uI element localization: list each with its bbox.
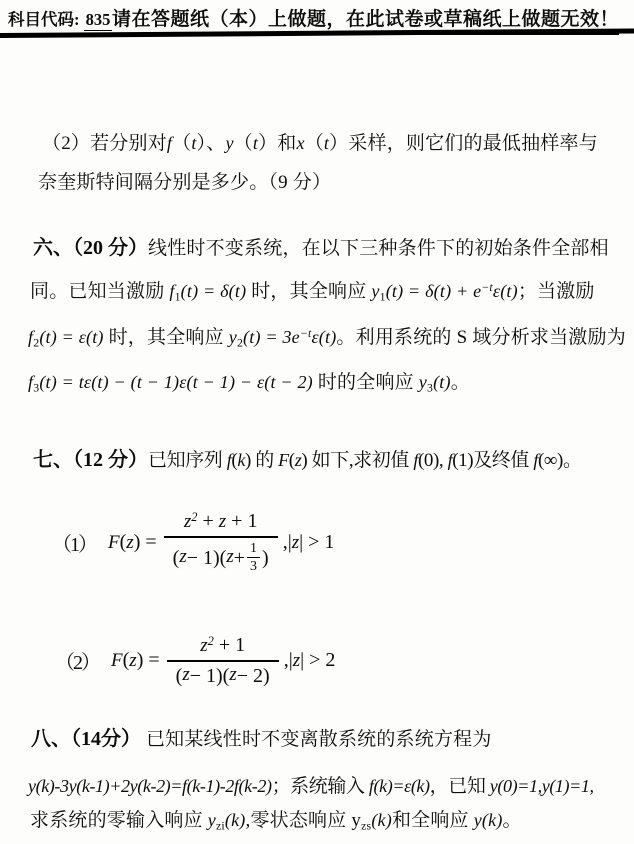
- question5-part2-line1: （2）若分别对f（t）、y（t）和x（t）采样，则它们的最低抽样率与: [42, 133, 598, 154]
- formula-2-roc-condition: ,|z| > 2: [283, 648, 336, 671]
- question6-line3: $f_2(t) = \varepsilon(t)$ 时，其全响应 $y_2(t) = 3e^{-t}\varepsilon(t)$。利用系统的 S 域分析求当激励为: [28, 327, 626, 350]
- question6-line2: 同。已知当激励 $f_1(t) = \delta(t)$ 时，其全响应 $y_1(t) = \delta(t) + e^{-t}\varepsilon(t)$；当激励: [30, 281, 595, 304]
- formula-2-numerator: $z^2 + 1$: [200, 633, 246, 656]
- formula-1-denominator: ( z − 1)( z + $\frac{1}{3}$ ): [164, 536, 278, 575]
- formula-1: [52, 510, 334, 575]
- question8-line3: 求系统的零输入响应 $y_{zi}(k)$,零状态响应 $y_{zs}(k)$和全响应 y(k)。: [30, 810, 522, 833]
- question6-line1: 六、（20 分）线性时不变系统，在以下三种条件下的初始条件全部相: [33, 237, 609, 259]
- formula-2-fraction: [167, 634, 279, 687]
- formula-1-roc-condition: ,|z| > 1: [282, 530, 335, 553]
- subject-code-label: [8, 6, 112, 30]
- formula-1-fraction: [164, 510, 278, 575]
- formula-2-label: （2）: [55, 651, 99, 674]
- question8-line1: 八、（14分） 已知某线性时不变离散系统的系统方程为: [31, 728, 492, 750]
- formula-1-numerator: $z^2 + z + 1$: [183, 509, 258, 532]
- formula-2-lhs: F(z) =: [111, 648, 160, 671]
- question8-equation-line: y(k)-3y(k-1)+2y(k-2)=f(k-1)-2f(k-2)；系统输入 f(k)=ε(k)，已知 y(0)=1,y(1)=1,: [28, 776, 594, 797]
- formula-1-lhs: F(z) =: [108, 530, 157, 553]
- subject-code-value: 835: [85, 10, 111, 29]
- formula-2: [55, 634, 335, 687]
- question7-line1: 七、（12 分）已知序列 f(k) 的 F(z) 如下,求初值 f(0), f(1)及终值 f(∞)。: [33, 449, 582, 471]
- exam-notice: 请在答题纸（本）上做题，在此试卷或草稿纸上做题无效！: [112, 4, 619, 35]
- formula-2-denominator: ( z − 1)( z − 2): [167, 660, 279, 687]
- question5-part2-line2: 奈奎斯特间隔分别是多少。（9 分）: [38, 172, 332, 193]
- formula-1-label: （1）: [52, 533, 96, 556]
- subject-code-caption: 科目代码:: [8, 10, 84, 29]
- question6-line4: $f_3(t) = t\varepsilon(t) - (t - 1)\varepsilon(t - 1) - \varepsilon(t - 2)$ 时的全响应 $y_3(t)$。: [28, 372, 470, 395]
